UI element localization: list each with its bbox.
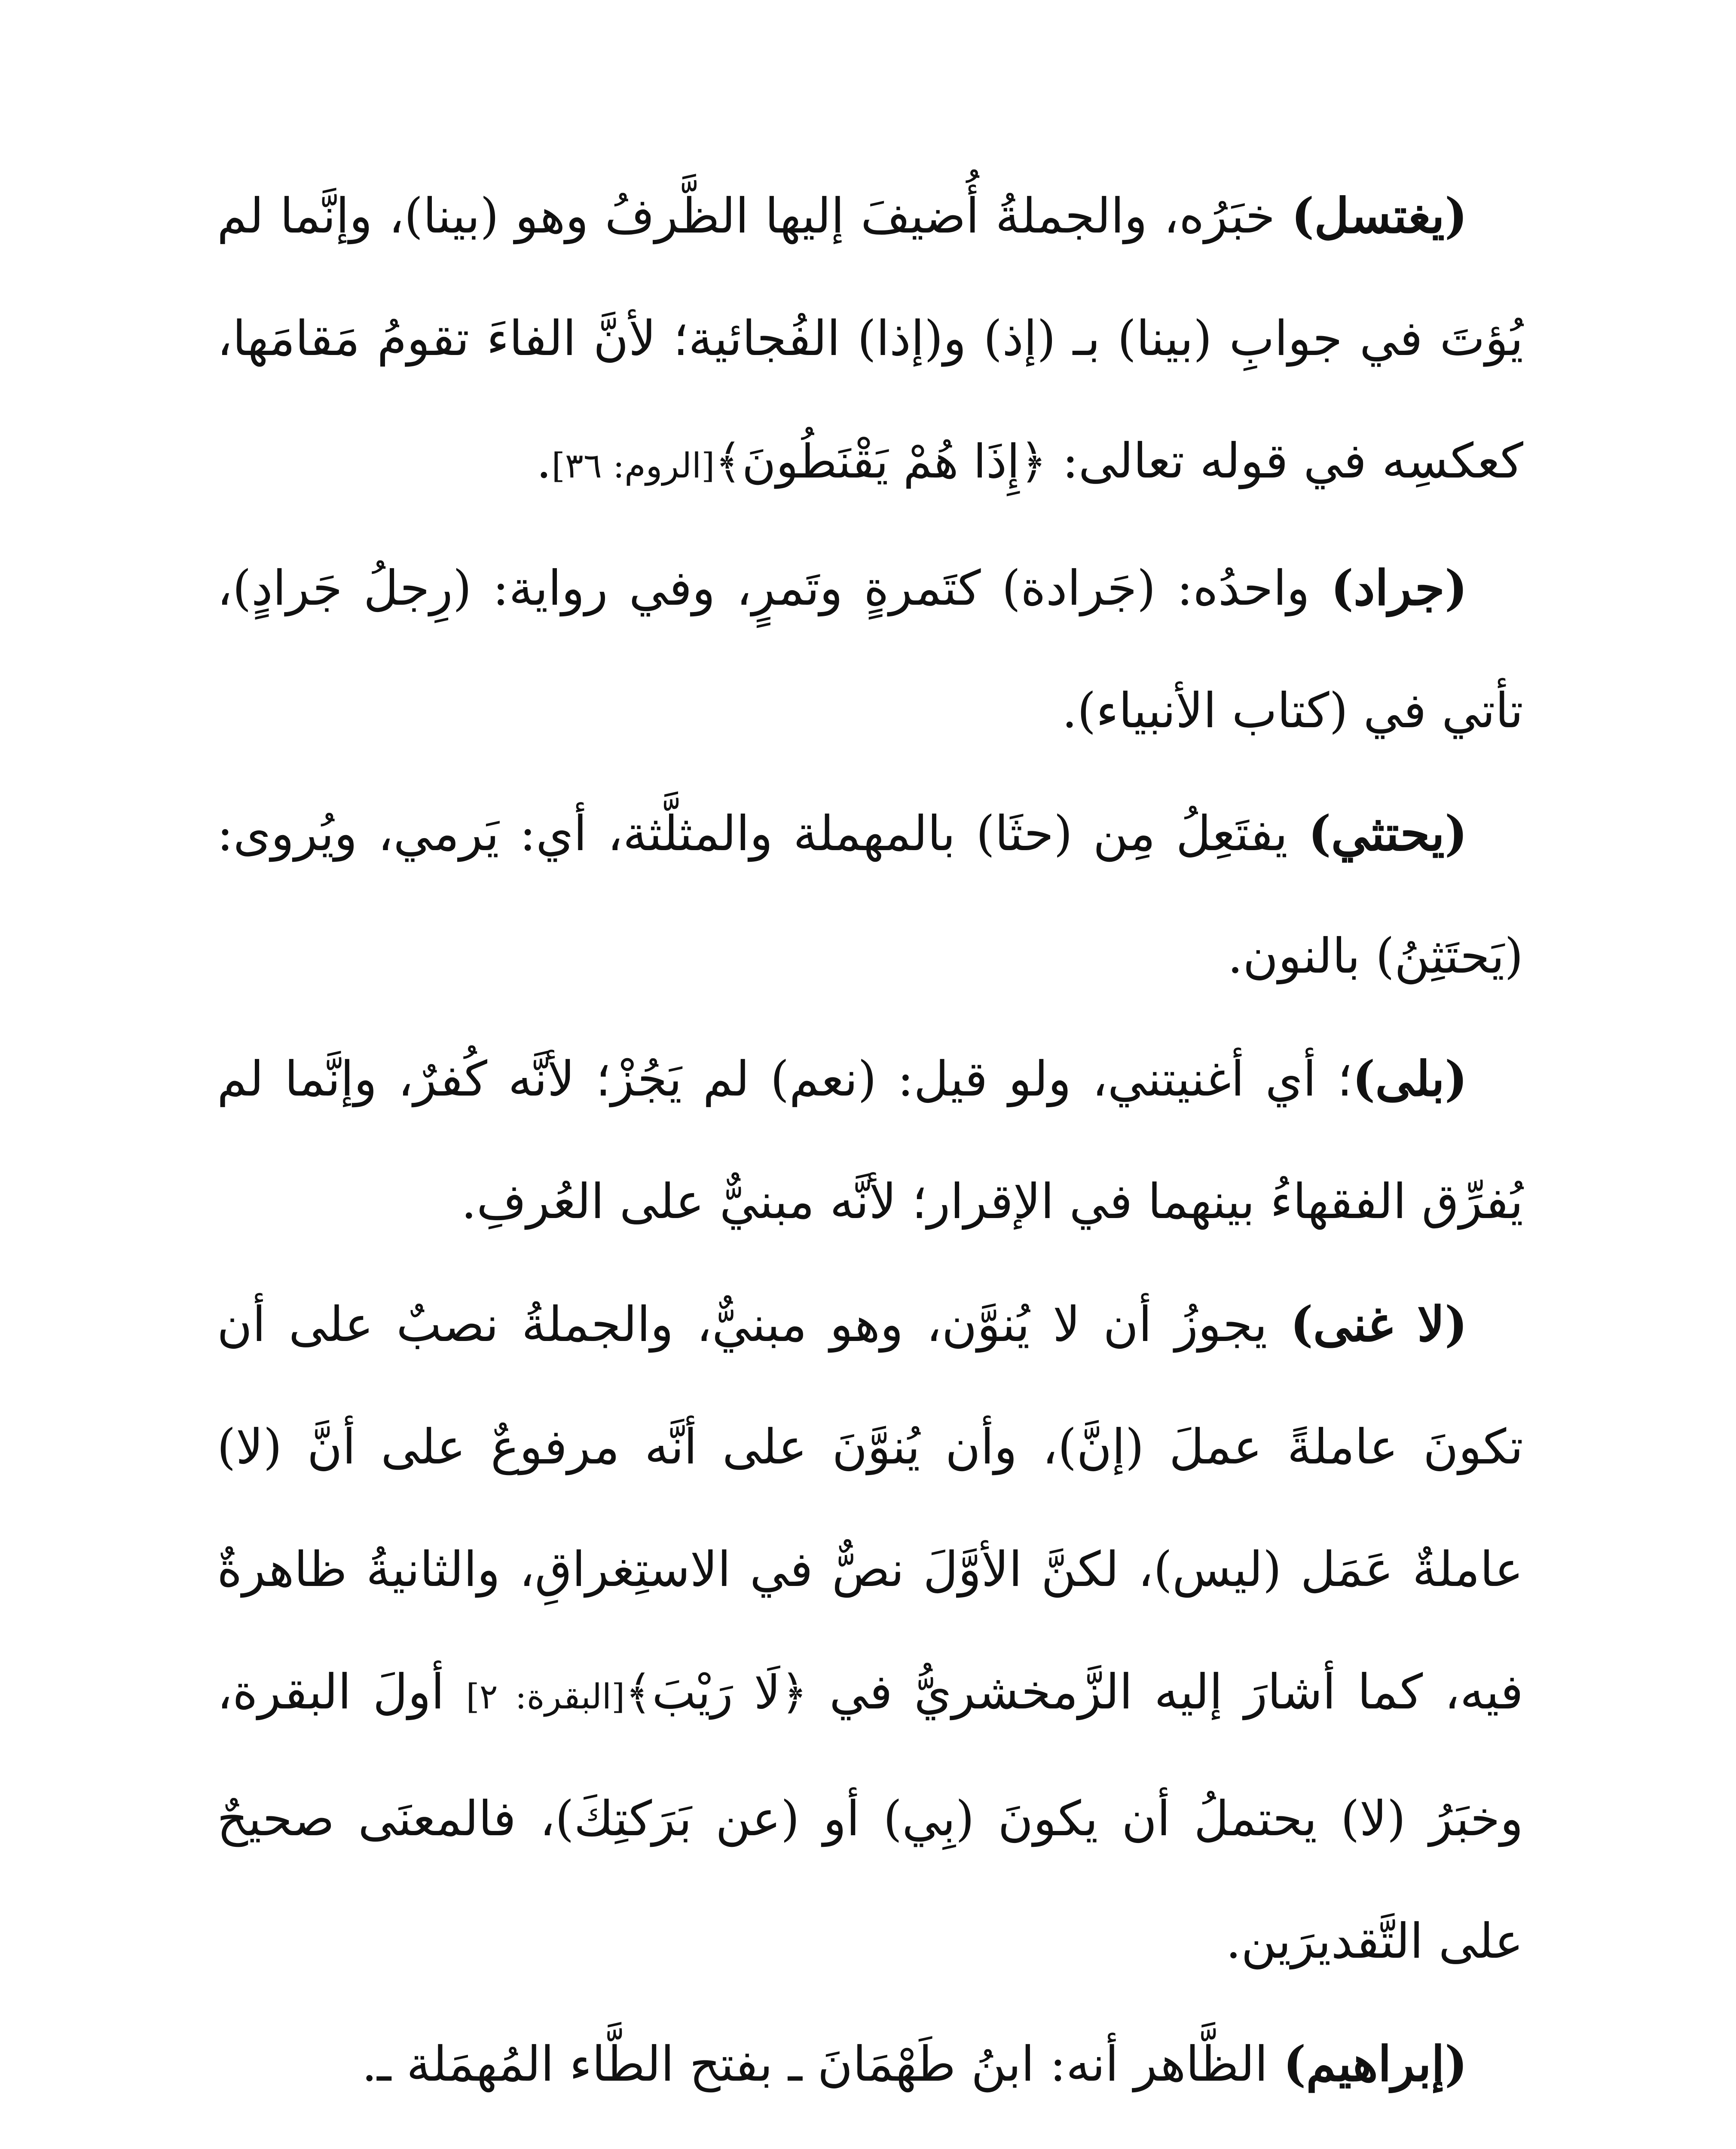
paragraph-text: ؛ أي أغنيتني، ولو قيل: (نعم) لم يَجُزْ؛ لأنَّه كُفرٌ، وإنَّما لم يُفرِّق الفقهاءُ بينهما في الإقرار؛ لأنَّه مبنيٌّ على العُرفِ. [217, 1051, 1523, 1230]
paragraph-text: الظَّاهر أنه: ابنُ طَهْمَانَ ـ بفتح الطَّاء المُهمَلة ـ. [361, 2036, 1284, 2092]
entry-keyword: (لا غنى) [1290, 1296, 1468, 1353]
paragraph [217, 527, 1523, 772]
text-body [217, 155, 1523, 2149]
entry-keyword: (يحتثي) [1308, 805, 1467, 862]
entry-keyword: (يغتسل) [1291, 188, 1467, 244]
paragraph [217, 2003, 1523, 2126]
entry-keyword: (جراد) [1330, 560, 1467, 616]
verse-reference: [الروم: ٣٦] [551, 446, 715, 486]
entry-keyword: (بلى) [1352, 1051, 1467, 1107]
entry-keyword: (إبراهيم) [1283, 2036, 1467, 2092]
paragraph [217, 1018, 1523, 1263]
paragraph [217, 155, 1523, 527]
quran-quote: ﴿إِذَا هُمْ يَقْنَطُونَ﴾ [715, 435, 1047, 489]
quran-quote: ﴿لَا رَيْبَ﴾ [625, 1666, 808, 1720]
paragraph-text: أولَ البقرة، وخبَرُ (لا) يحتملُ أن يكونَ (بِي) أو (عن بَرَكتِكَ)، فالمعنَى صحيحٌ على التَّقديرَين. [217, 1664, 1523, 1969]
paragraph-text: يجوزُ أن لا يُنوَّن، وهو مبنيٌّ، والجملةُ نصبٌ على أن تكونَ عاملةً عملَ (إنَّ)، وأن يُنوَّنَ على أنَّه مرفوعٌ على أنَّ (لا) عاملةٌ عَمَل (ليس)، لكنَّ الأوَّلَ نصٌّ في الاستِغراقِ، والثانيةُ ظاهرةٌ فيه، كما أشارَ إليه الزَّمخشريُّ في [217, 1297, 1524, 1720]
paragraph-text: يفتَعِلُ مِن (حثَا) بالمهملة والمثلَّثة، أي: يَرمي، ويُروى: (يَحتَثِنُ) بالنون. [217, 806, 1523, 984]
paragraph-text: . [536, 433, 552, 489]
paragraph [217, 2126, 1523, 2149]
paragraph [217, 772, 1523, 1018]
paragraph [217, 1263, 1523, 2003]
paragraph-text: خبَرُه، والجملةُ أُضيفَ إليها الظَّرفُ وهو (بينا)، وإنَّما لم يُؤتَ في جوابِ (بينا) بـ (إذ) و(إذا) الفُجائية؛ لأنَّ الفاءَ تقومُ مَقامَها، كعكسِه في قوله تعالى: [217, 188, 1523, 489]
verse-reference: [البقرة: ٢] [466, 1677, 625, 1717]
paragraph-text: واحدُه: (جَرادة) كتَمرةٍ وتَمرٍ، وفي رواية: (رِجلُ جَرادٍ)، تأتي في (كتاب الأنبياء). [217, 560, 1523, 739]
